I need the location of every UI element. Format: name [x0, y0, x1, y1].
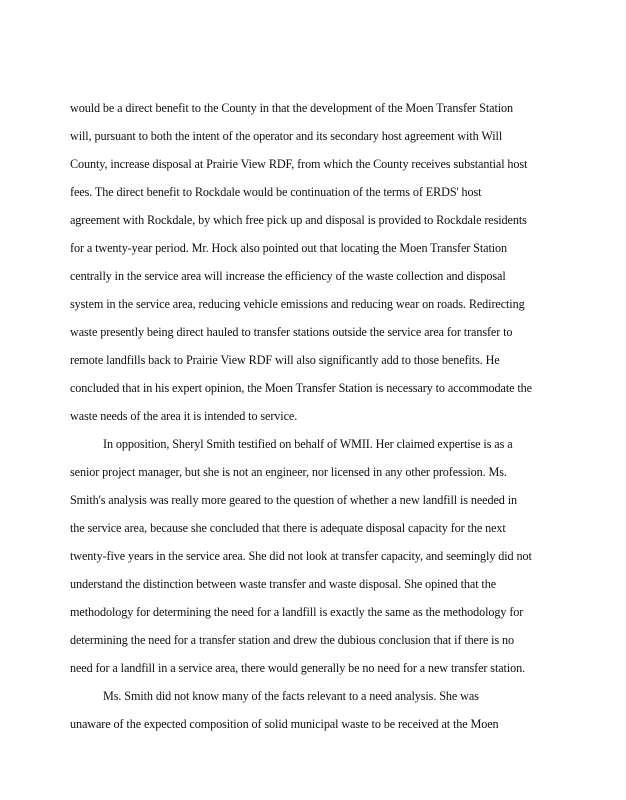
text-line: will, pursuant to both the intent of the operator and its secondary host agreement with Will: [70, 129, 503, 143]
text-line: remote landfills back to Prairie View RDF will also significantly add to those benefits. He: [70, 353, 500, 367]
text-line: for a twenty-year period. Mr. Hock also pointed out that locating the Moen Transfer Station: [70, 241, 508, 255]
text-line: senior project manager, but she is not an engineer, nor licensed in any other profession. Ms.: [70, 465, 507, 479]
text-line: Ms. Smith did not know many of the facts relevant to a need analysis. She was: [103, 689, 479, 703]
text-line: the service area, because she concluded that there is adequate disposal capacity for the next: [70, 521, 506, 535]
text-line: County, increase disposal at Prairie View RDF, from which the County receives substantial host: [70, 157, 528, 171]
text-line: determining the need for a transfer station and drew the dubious conclusion that if there is no: [70, 633, 515, 647]
text-line: twenty-five years in the service area. She did not look at transfer capacity, and seemingly did not: [70, 549, 532, 563]
text-line: would be a direct benefit to the County in that the development of the Moen Transfer Station: [70, 101, 513, 115]
text-line: centrally in the service area will increase the efficiency of the waste collection and disposal: [70, 269, 506, 283]
text-line: need for a landfill in a service area, there would generally be no need for a new transfer station.: [70, 661, 526, 675]
text-line: unaware of the expected composition of solid municipal waste to be received at the Moen: [70, 717, 499, 731]
text-line: waste needs of the area it is intended to service.: [70, 409, 298, 423]
text-line: Smith's analysis was really more geared to the question of whether a new landfill is needed in: [70, 493, 517, 507]
text-line: understand the distinction between waste transfer and waste disposal. She opined that the: [70, 577, 497, 591]
text-line: methodology for determining the need for a landfill is exactly the same as the methodology for: [70, 605, 524, 619]
text-line: In opposition, Sheryl Smith testified on behalf of WMII. Her claimed expertise is as a: [103, 437, 513, 451]
text-line: fees. The direct benefit to Rockdale would be continuation of the terms of ERDS' host: [70, 185, 482, 199]
text-line: system in the service area, reducing vehicle emissions and reducing wear on roads. Redirecting: [70, 297, 525, 311]
text-line: agreement with Rockdale, by which free pick up and disposal is provided to Rockdale residents: [70, 213, 527, 227]
text-line: waste presently being direct hauled to transfer stations outside the service area for transfer to: [70, 325, 513, 339]
text-line: concluded that in his expert opinion, the Moen Transfer Station is necessary to accommodate the: [70, 381, 532, 395]
